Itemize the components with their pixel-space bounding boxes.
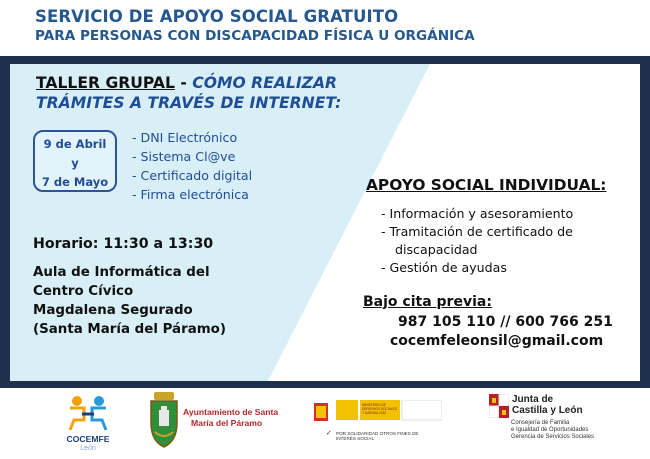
support-item: - Tramitación de certificado de bbox=[381, 224, 573, 239]
cocemfe-logo bbox=[58, 392, 118, 456]
check-icon: ✓ bbox=[326, 429, 332, 437]
cocemfe-icon bbox=[58, 392, 118, 432]
workshop-title-label: TALLER GRUPAL bbox=[36, 74, 175, 92]
support-item: - Información y asesoramiento bbox=[381, 206, 574, 221]
ayuntamiento-text bbox=[183, 407, 278, 429]
location-line: Magdalena Segurado bbox=[33, 303, 193, 318]
contact-email[interactable]: cocemfeleonsil@gmail.com bbox=[390, 333, 604, 349]
workshop-schedule: Horario: 11:30 a 13:30 bbox=[33, 236, 214, 252]
page-subtitle: PARA PERSONAS CON DISCAPACIDAD FÍSICA U ORGÁNICA bbox=[35, 28, 475, 44]
ministerio-label: MINISTERIO DE DERECHOS SOCIALES Y AGENDA 2030 bbox=[362, 403, 397, 415]
junta-name bbox=[512, 394, 583, 416]
workshop-title-line1: CÓMO REALIZAR bbox=[192, 74, 338, 92]
topic-item: - DNI Electrónico bbox=[132, 130, 238, 145]
support-item-continuation: discapacidad bbox=[395, 242, 478, 257]
topic-item: - Sistema Cl@ve bbox=[132, 149, 236, 164]
ayuntamiento-line-1: Ayuntamiento de Santa bbox=[183, 407, 279, 417]
junta-line-1: Junta de bbox=[512, 394, 554, 405]
footer-logos bbox=[0, 388, 650, 459]
date-line-3: 7 de Mayo bbox=[41, 175, 109, 189]
page-title: SERVICIO DE APOYO SOCIAL GRATUITO bbox=[35, 7, 399, 26]
appointment-label: Bajo cita previa: bbox=[363, 294, 492, 310]
workshop-title-line2: TRÁMITES A TRAVÉS DE INTERNET: bbox=[36, 94, 342, 112]
topic-item: - Firma electrónica bbox=[132, 187, 249, 202]
solidaridad-label: POR SOLIDARIDAD OTROS FINES DE INTERÉS SOCIAL bbox=[336, 431, 419, 441]
ministerio-logo bbox=[308, 400, 442, 444]
phone-numbers[interactable]: 987 105 110 // 600 766 251 bbox=[398, 314, 613, 330]
workshop-title bbox=[36, 73, 341, 113]
location-line: (Santa María del Páramo) bbox=[33, 322, 227, 337]
workshop-topics bbox=[132, 128, 252, 204]
individual-support-title: APOYO SOCIAL INDIVIDUAL: bbox=[366, 176, 607, 194]
individual-support-list bbox=[381, 205, 573, 277]
junta-sub-3: Gerencia de Servicios Sociales bbox=[511, 434, 595, 440]
junta-sub-2: e Igualdad de Oportunidades bbox=[511, 427, 589, 433]
cocemfe-sub: León bbox=[80, 445, 96, 452]
header bbox=[0, 0, 650, 56]
junta-department bbox=[511, 420, 594, 441]
location-line: Centro Cívico bbox=[33, 284, 134, 299]
coat-of-arms-icon bbox=[148, 392, 180, 448]
junta-shield bbox=[489, 394, 509, 418]
topic-item: - Certificado digital bbox=[132, 168, 253, 183]
support-item: - Gestión de ayudas bbox=[381, 260, 507, 275]
date-line-1: 9 de Abril bbox=[43, 137, 107, 151]
workshop-title-dash: - bbox=[174, 74, 193, 92]
junta-sub-1: Consejería de Familia bbox=[511, 420, 570, 426]
workshop-dates bbox=[33, 130, 117, 192]
workshop-location bbox=[33, 263, 226, 339]
junta-line-2: Castilla y León bbox=[512, 405, 583, 416]
location-line: Aula de Informática del bbox=[33, 265, 210, 280]
castle-lion-icon bbox=[489, 394, 509, 418]
date-line-2: y bbox=[71, 156, 79, 170]
ayuntamiento-shield bbox=[148, 392, 180, 448]
cocemfe-name: COCEMFE bbox=[66, 434, 110, 444]
ayuntamiento-line-2: María del Páramo bbox=[191, 418, 263, 428]
